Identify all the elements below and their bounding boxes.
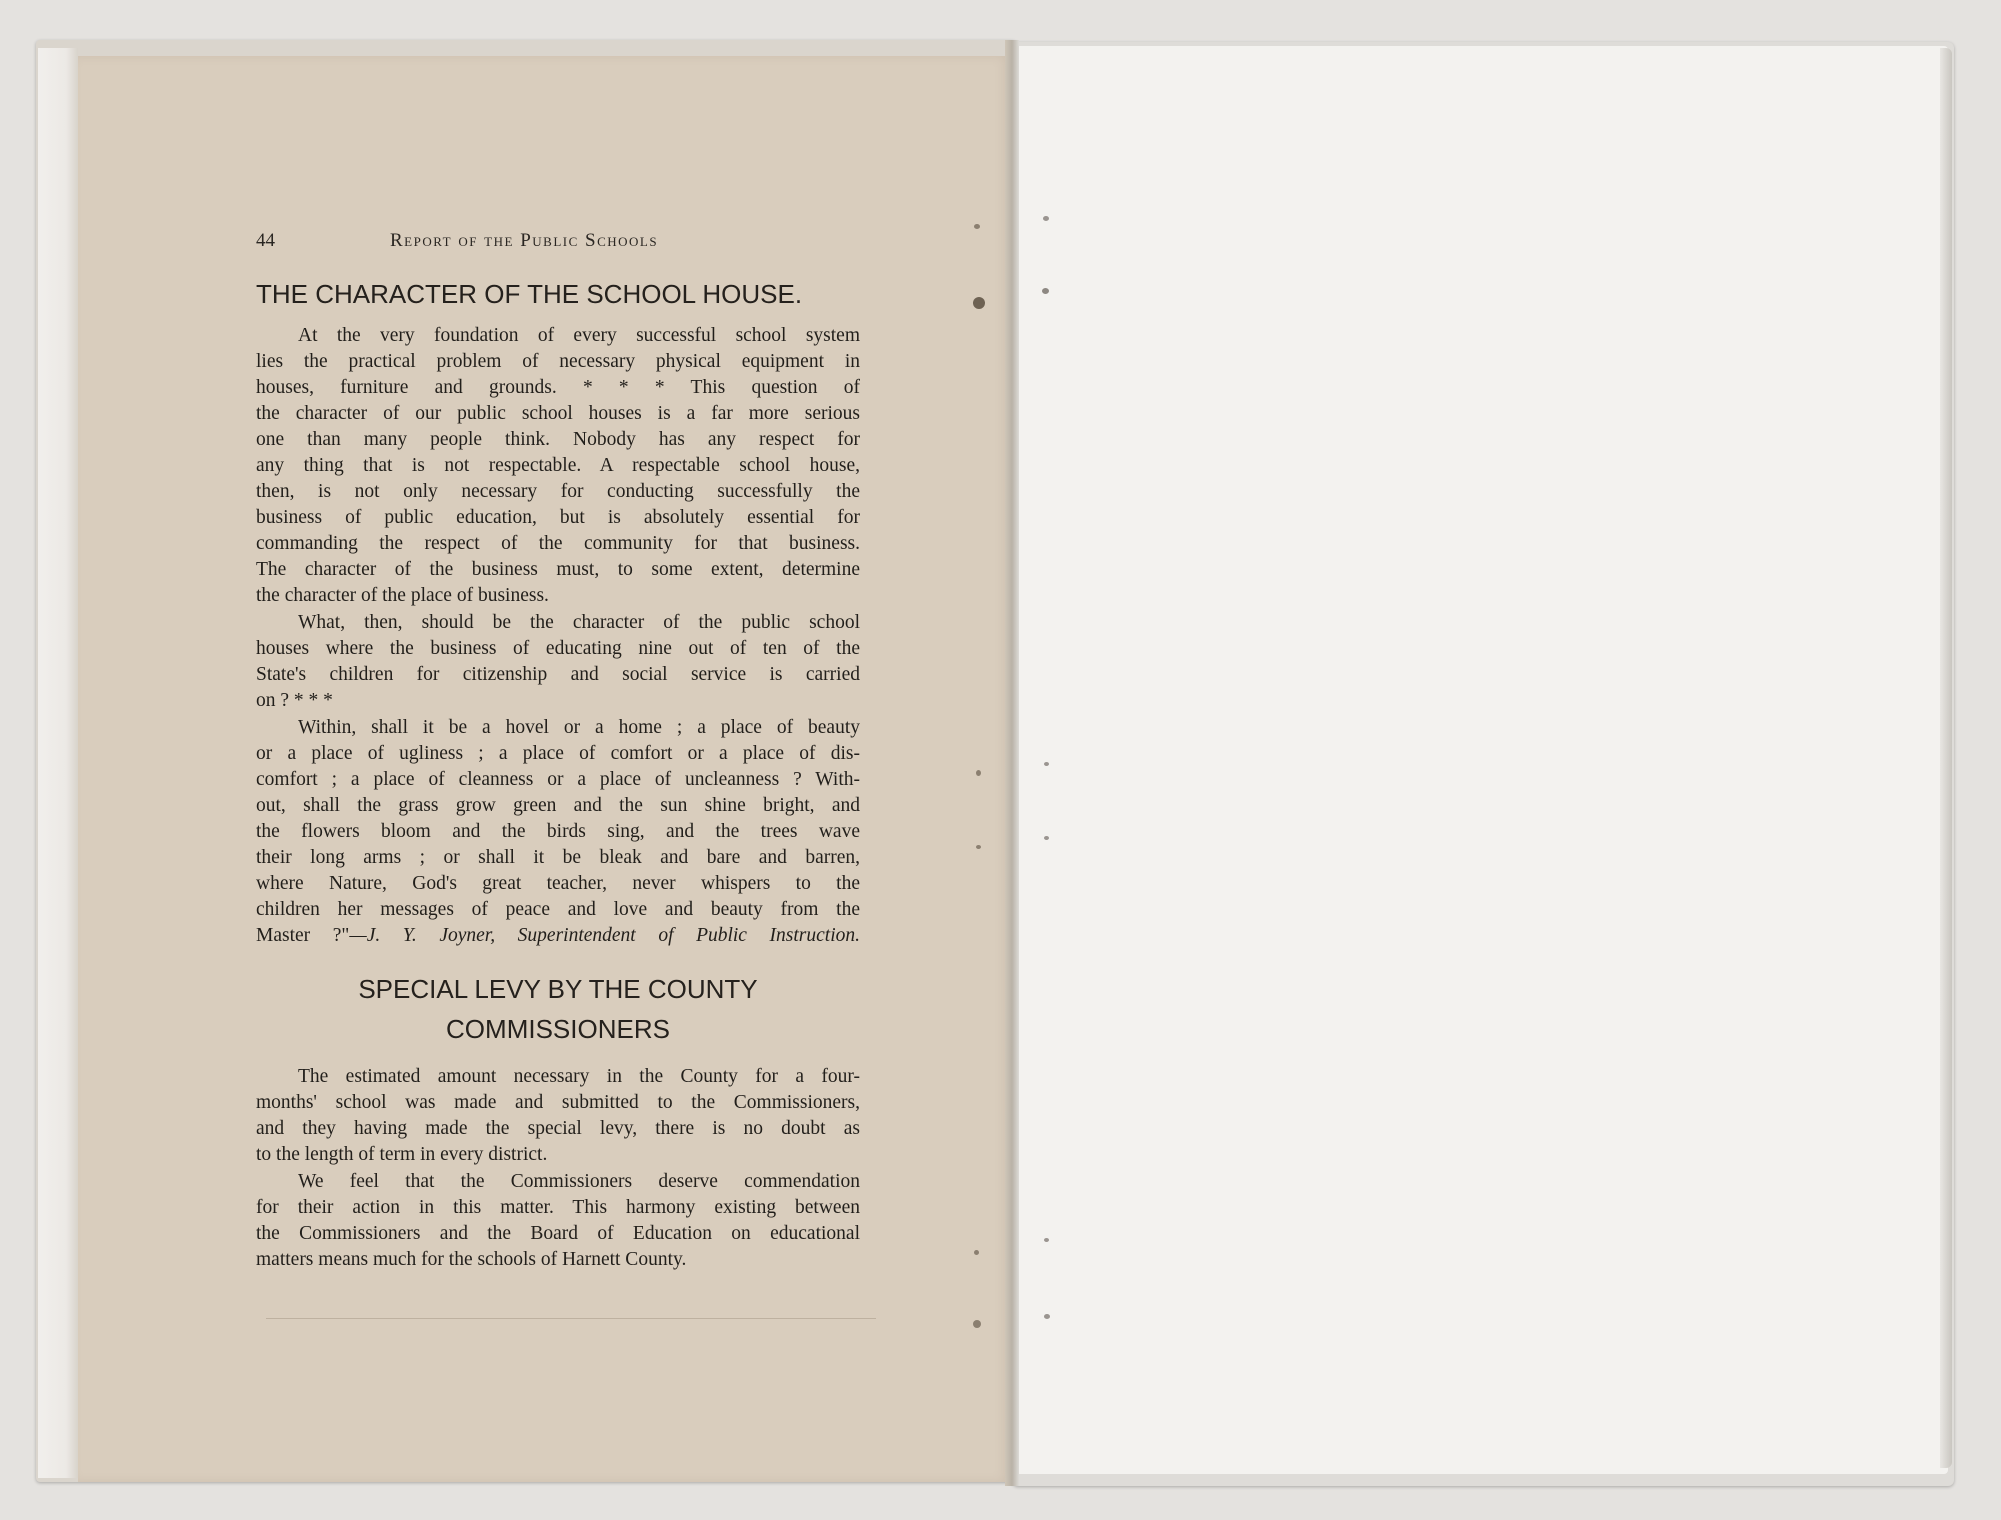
body-line: Within, shall it be a hovel or a home ; a place of beauty xyxy=(298,717,860,738)
body-line: to the length of term in every district. xyxy=(256,1144,548,1165)
body-line: The character of the business must, to some extent, determine xyxy=(256,559,860,580)
running-header xyxy=(256,230,860,256)
body-line: The estimated amount necessary in the County for a four- xyxy=(298,1066,860,1087)
body-line: any thing that is not respectable. A respectable school house, xyxy=(256,455,860,476)
body-line: out, shall the grass grow green and the sun shine bright, and xyxy=(256,795,860,816)
binding-hole xyxy=(1044,1238,1049,1242)
binding-hole xyxy=(1044,762,1049,766)
body-line: then, is not only necessary for conducting successfully the xyxy=(256,481,860,502)
body-line: the character of the place of business. xyxy=(256,585,549,606)
left-page-edge xyxy=(38,48,78,1478)
body-line: for their action in this matter. This harmony existing between xyxy=(256,1197,860,1218)
body-line: and they having made the special levy, there is no doubt as xyxy=(256,1118,860,1139)
binding-hole xyxy=(973,297,985,309)
body-line: comfort ; a place of cleanness or a place of uncleanness ? With- xyxy=(256,769,860,790)
body-line: the character of our public school houses is a far more serious xyxy=(256,403,860,424)
binding-hole xyxy=(973,1320,981,1328)
body-line: commanding the respect of the community for that business. xyxy=(256,533,860,554)
show-through-line xyxy=(266,1318,876,1319)
right-page-edge xyxy=(1940,48,1952,1468)
binding-hole xyxy=(976,845,981,849)
binding-hole xyxy=(974,1250,979,1255)
running-head-title: Report of the Public Schools xyxy=(390,230,659,251)
body-line: the Commissioners and the Board of Education on educational xyxy=(256,1223,860,1244)
section-heading-special-levy-line2: COMMISSIONERS xyxy=(446,1014,670,1044)
body-line: or a place of ugliness ; a place of comfort or a place of dis- xyxy=(256,743,860,764)
body-line: lies the practical problem of necessary physical equipment in xyxy=(256,351,860,372)
body-line: on ? * * * xyxy=(256,690,333,711)
body-line: the flowers bloom and the birds sing, and the trees wave xyxy=(256,821,860,842)
binding-hole xyxy=(1042,288,1049,294)
body-line: State's children for citizenship and social service is carried xyxy=(256,664,860,685)
body-line: matters means much for the schools of Harnett County. xyxy=(256,1249,687,1270)
body-line: their long arms ; or shall it be bleak and bare and barren, xyxy=(256,847,860,868)
section-heading-school-house: THE CHARACTER OF THE SCHOOL HOUSE. xyxy=(256,279,803,309)
binding-hole xyxy=(1044,1314,1050,1319)
book-gutter xyxy=(1005,40,1019,1486)
binding-hole xyxy=(974,224,980,229)
page-number: 44 xyxy=(256,230,275,251)
body-line: one than many people think. Nobody has any respect for xyxy=(256,429,860,450)
body-line: months' school was made and submitted to the Commissioners, xyxy=(256,1092,860,1113)
body-line: children her messages of peace and love and beauty from the xyxy=(256,899,860,920)
final-quote-text: Master ?" xyxy=(256,925,350,946)
binding-hole xyxy=(1044,836,1049,840)
body-line: business of public education, but is absolutely essential for xyxy=(256,507,860,528)
right-blank-page xyxy=(1014,46,1948,1474)
attribution-line xyxy=(256,923,860,949)
attribution: —J. Y. Joyner, Superintendent of Public Instruction. xyxy=(349,925,861,946)
body-line: At the very foundation of every successful school system xyxy=(298,325,860,346)
body-line: What, then, should be the character of the public school xyxy=(298,612,860,633)
body-line: houses, furniture and grounds. * * * This question of xyxy=(256,377,860,398)
binding-hole xyxy=(1043,216,1049,221)
binding-hole xyxy=(976,770,981,776)
body-line: where Nature, God's great teacher, never whispers to the xyxy=(256,873,860,894)
body-line: We feel that the Commissioners deserve commendation xyxy=(298,1171,860,1192)
body-line: houses where the business of educating nine out of ten of the xyxy=(256,638,860,659)
section-heading-special-levy: SPECIAL LEVY BY THE COUNTY xyxy=(358,974,758,1004)
